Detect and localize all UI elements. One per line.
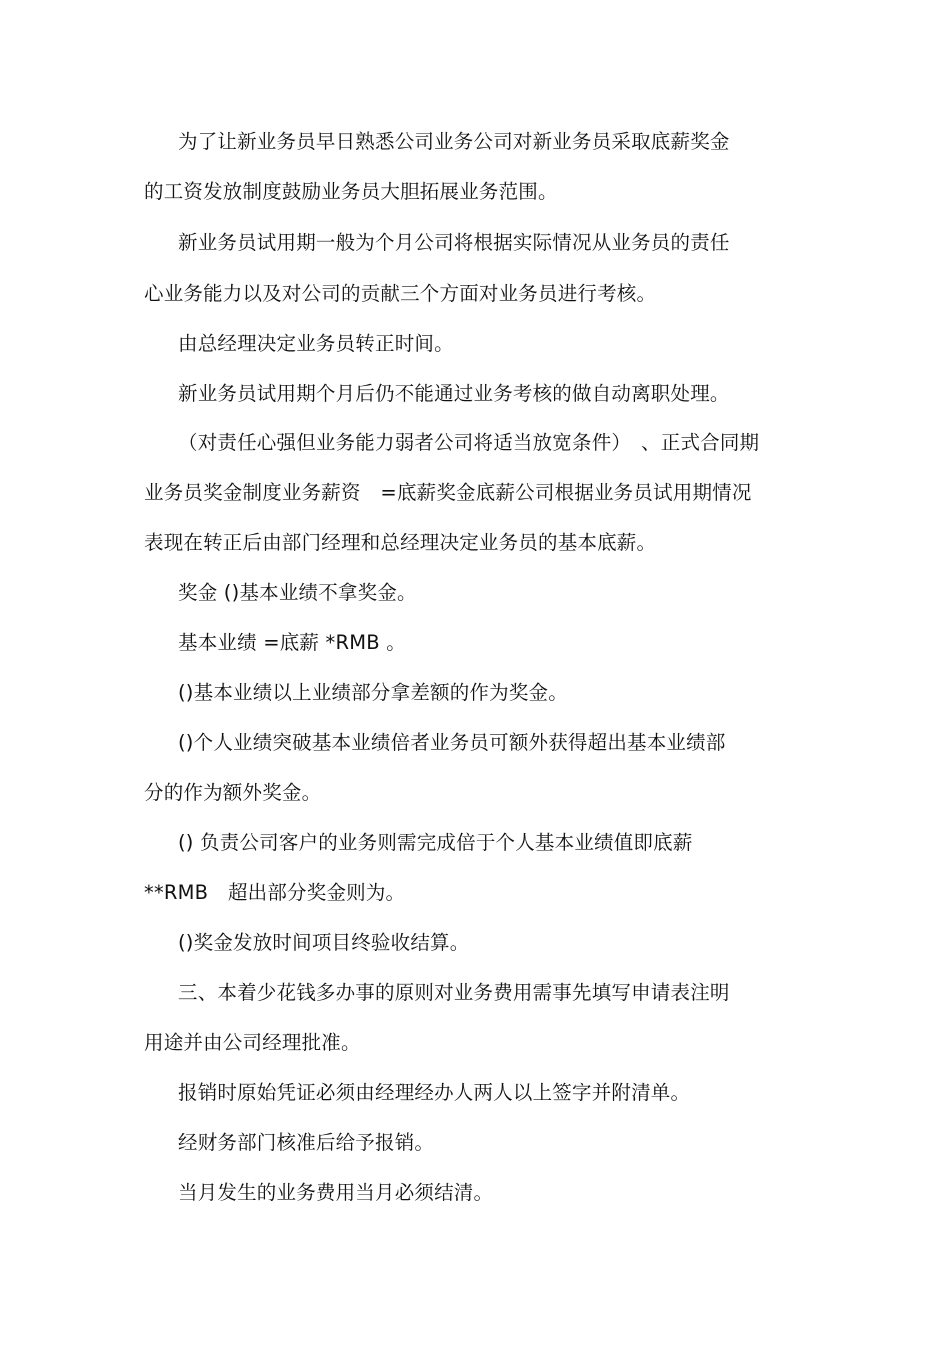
paragraph-line-3: 新业务员试用期一般为个月公司将根据实际情况从业务员的责任	[178, 231, 730, 254]
paragraph-line-10: 奖金 ()基本业绩不拿奖金。	[178, 581, 417, 604]
paragraph-line-22: 当月发生的业务费用当月必须结清。	[178, 1181, 494, 1204]
paragraph-line-5: 由总经理决定业务员转正时间。	[178, 332, 454, 355]
paragraph-line-13: ()个人业绩突破基本业绩倍者业务员可额外获得超出基本业绩部	[178, 731, 726, 754]
paragraph-line-7: （对责任心强但业务能力弱者公司将适当放宽条件） 、正式合同期	[178, 431, 760, 454]
paragraph-line-20: 报销时原始凭证必须由经理经办人两人以上签字并附清单。	[178, 1081, 691, 1104]
paragraph-line-9: 表现在转正后由部门经理和总经理决定业务员的基本底薪。	[144, 531, 657, 554]
paragraph-line-6: 新业务员试用期个月后仍不能通过业务考核的做自动离职处理。	[178, 382, 730, 405]
paragraph-line-14: 分的作为额外奖金。	[144, 781, 322, 804]
paragraph-line-19: 用途并由公司经理批准。	[144, 1031, 361, 1054]
paragraph-line-2: 的工资发放制度鼓励业务员大胆拓展业务范围。	[144, 180, 558, 203]
paragraph-line-17: ()奖金发放时间项目终验收结算。	[178, 931, 470, 954]
paragraph-line-12: ()基本业绩以上业绩部分拿差额的作为奖金。	[178, 681, 568, 704]
paragraph-line-1: 为了让新业务员早日熟悉公司业务公司对新业务员采取底薪奖金	[178, 130, 730, 153]
paragraph-line-21: 经财务部门核准后给予报销。	[178, 1131, 435, 1154]
paragraph-line-15: () 负责公司客户的业务则需完成倍于个人基本业绩值即底薪	[178, 831, 693, 854]
paragraph-line-16: **RMB 超出部分奖金则为。	[144, 881, 406, 904]
paragraph-line-11: 基本业绩 =底薪 *RMB 。	[178, 631, 406, 654]
paragraph-line-4: 心业务能力以及对公司的贡献三个方面对业务员进行考核。	[144, 282, 657, 305]
paragraph-line-18: 三、本着少花钱多办事的原则对业务费用需事先填写申请表注明	[178, 981, 730, 1004]
paragraph-line-8: 业务员奖金制度业务薪资 =底薪奖金底薪公司根据业务员试用期情况	[144, 481, 752, 504]
